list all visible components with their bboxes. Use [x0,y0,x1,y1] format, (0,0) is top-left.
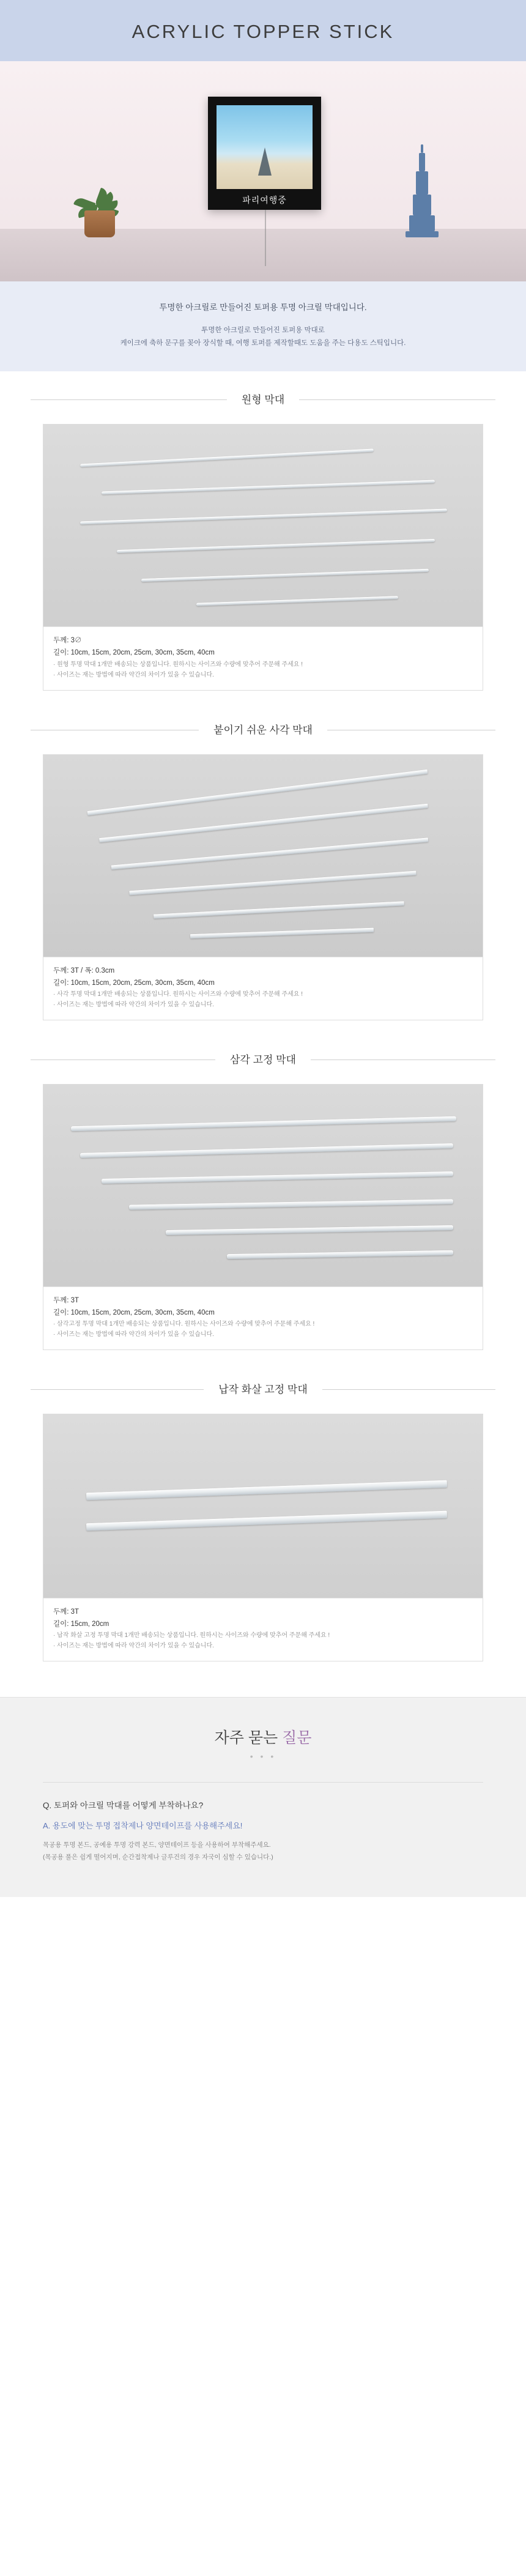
intro-sub-line2: 케이크에 축하 문구를 꽂아 장식할 때, 여행 토퍼를 제작할때도 도움을 주는 다용도 스틱입니다. [120,340,406,347]
acrylic-square-rod [111,837,429,869]
faq-title-accent: 질문 [282,1729,312,1747]
spec-note-2: · 사이즈는 재는 방법에 따라 약간의 차이가 있을 수 있습니다. [53,671,214,678]
faq-body [43,1798,483,1864]
spec-note-2: · 사이즈는 재는 방법에 따라 약간의 차이가 있을 수 있습니다. [53,1642,214,1650]
acrylic-rod [141,569,429,582]
acrylic-triangle-rod [166,1225,453,1235]
product-image-flat-arrow [43,1414,483,1598]
spec-note-1: · 원형 투명 막대 1개만 배송되는 상품입니다. 원하시는 사이즈와 수량에 맞추어 주문해 주세요 ! [53,661,303,668]
acrylic-flat-arrow-rod [86,1480,447,1501]
tower-part [416,171,428,195]
page-title: ACRYLIC TOPPER STICK [132,21,394,42]
product-image-round [43,425,483,626]
specs-flat-arrow [43,1598,483,1661]
section-heading-label: 원형 막대 [227,394,299,406]
section-round-stick [0,390,526,701]
acrylic-rod [117,539,435,553]
specs-square [43,957,483,1020]
acrylic-triangle-rod [102,1171,453,1184]
faq-dots: • • • [250,1751,276,1762]
spec-note-1: · 사각 투명 막대 1개만 배송되는 상품입니다. 원하시는 사이즈와 수량에 맞추어 주문해 주세요 ! [53,990,303,998]
tower-tip [421,144,423,153]
intro-lead: 투명한 아크릴로 만들어진 토퍼용 투명 아크릴 막대입니다. [159,303,367,312]
section-triangle-stick [0,1050,526,1361]
acrylic-square-rod [154,901,404,918]
spec-length: 길이: 10cm, 15cm, 20cm, 25cm, 30cm, 35cm, 40cm [53,979,215,987]
specs-triangle [43,1286,483,1349]
product-card-flat-arrow [43,1414,483,1661]
spec-length: 길이: 10cm, 15cm, 20cm, 25cm, 30cm, 35cm, 40cm [53,649,215,657]
eiffel-tower-icon [258,147,272,176]
tower-base [406,231,439,237]
acrylic-triangle-rod [129,1199,453,1209]
spec-note-1: · 납작 화살 고정 투명 막대 1개만 배송되는 상품입니다. 원하시는 사이즈와 수량에 맞추어 주문해 주세요 ! [53,1632,330,1639]
section-flat-arrow-stick [0,1379,526,1672]
acrylic-square-rod [190,927,374,938]
faq-answer: A. 용도에 맞는 투명 접착제나 양면테이프를 사용해주세요! [43,1821,243,1831]
topper-photo-card [208,97,321,210]
spec-note-2: · 사이즈는 재는 방법에 따라 약간의 차이가 있을 수 있습니다. [53,1001,214,1008]
intro-block [0,281,526,371]
spec-length: 길이: 10cm, 15cm, 20cm, 25cm, 30cm, 35cm, 40cm [53,1308,215,1316]
spec-length: 길이: 15cm, 20cm [53,1620,109,1628]
acrylic-rod [80,509,447,525]
section-heading-flat-arrow [0,1379,526,1400]
acrylic-rod [102,480,435,495]
section-heading-label: 붙이기 쉬운 사각 막대 [199,724,327,736]
specs-round [43,626,483,689]
intro-sub-line1: 투명한 아크릴로 만들어진 토퍼용 막대로 [201,326,325,334]
product-card-triangle [43,1084,483,1350]
product-image-square [43,755,483,957]
product-card-round [43,424,483,690]
tower-figurine-decor [404,146,440,237]
tower-part [413,195,431,215]
faq-title-plain: 자주 묻는 [214,1729,283,1747]
faq-detail-line1: 목공용 투명 본드, 공예용 투명 강력 본드, 양면테이프 등을 사용하여 부착해주세요. [43,1841,271,1849]
faq-question: Q. 토퍼와 아크릴 막대를 어떻게 부착하나요? [43,1801,204,1811]
spec-note-1: · 삼각고정 투명 막대 1개만 배송되는 상품입니다. 원하시는 사이즈와 수량에 맞추어 주문해 주세요 ! [53,1321,315,1328]
photo-card-caption: 파리여행중 [242,195,287,205]
faq-title [0,1726,526,1748]
acrylic-triangle-rod [80,1143,453,1158]
hero-photo [0,61,526,281]
section-heading-label: 납작 화살 고정 막대 [204,1384,322,1395]
section-heading-round [0,390,526,410]
potted-plant-decor [73,164,126,237]
acrylic-flat-arrow-rod [86,1511,447,1531]
plant-pot [84,210,115,237]
section-heading-label: 삼각 고정 막대 [215,1054,311,1066]
beach-photo [217,105,313,189]
hero-banner [0,0,526,281]
spec-thickness: 두께: 3T [53,1296,80,1304]
tower-part [409,215,435,231]
acrylic-square-rod [87,769,428,815]
spec-thickness: 두께: 3T / 폭: 0.3cm [53,967,115,974]
acrylic-square-rod [99,803,428,842]
acrylic-rod [80,449,374,467]
acrylic-triangle-rod [71,1116,456,1131]
product-card-square [43,754,483,1020]
section-square-stick [0,720,526,1031]
tower-part [419,153,425,171]
acrylic-square-rod [129,870,416,895]
spec-thickness: 두께: 3T [53,1608,80,1616]
faq-section [0,1697,526,1897]
section-heading-square [0,720,526,741]
product-image-triangle [43,1085,483,1286]
spec-thickness: 두께: 3∅ [53,637,82,645]
faq-divider [43,1782,483,1783]
section-heading-triangle [0,1050,526,1071]
acrylic-rod [196,596,398,607]
faq-detail-line2: (목공용 풀은 쉽게 떨어지며, 순간접착제나 글루건의 경우 자국이 심할 수 있습니다.) [43,1854,273,1861]
acrylic-triangle-rod [227,1250,453,1259]
spec-note-2: · 사이즈는 재는 방법에 따라 약간의 차이가 있을 수 있습니다. [53,1331,214,1338]
